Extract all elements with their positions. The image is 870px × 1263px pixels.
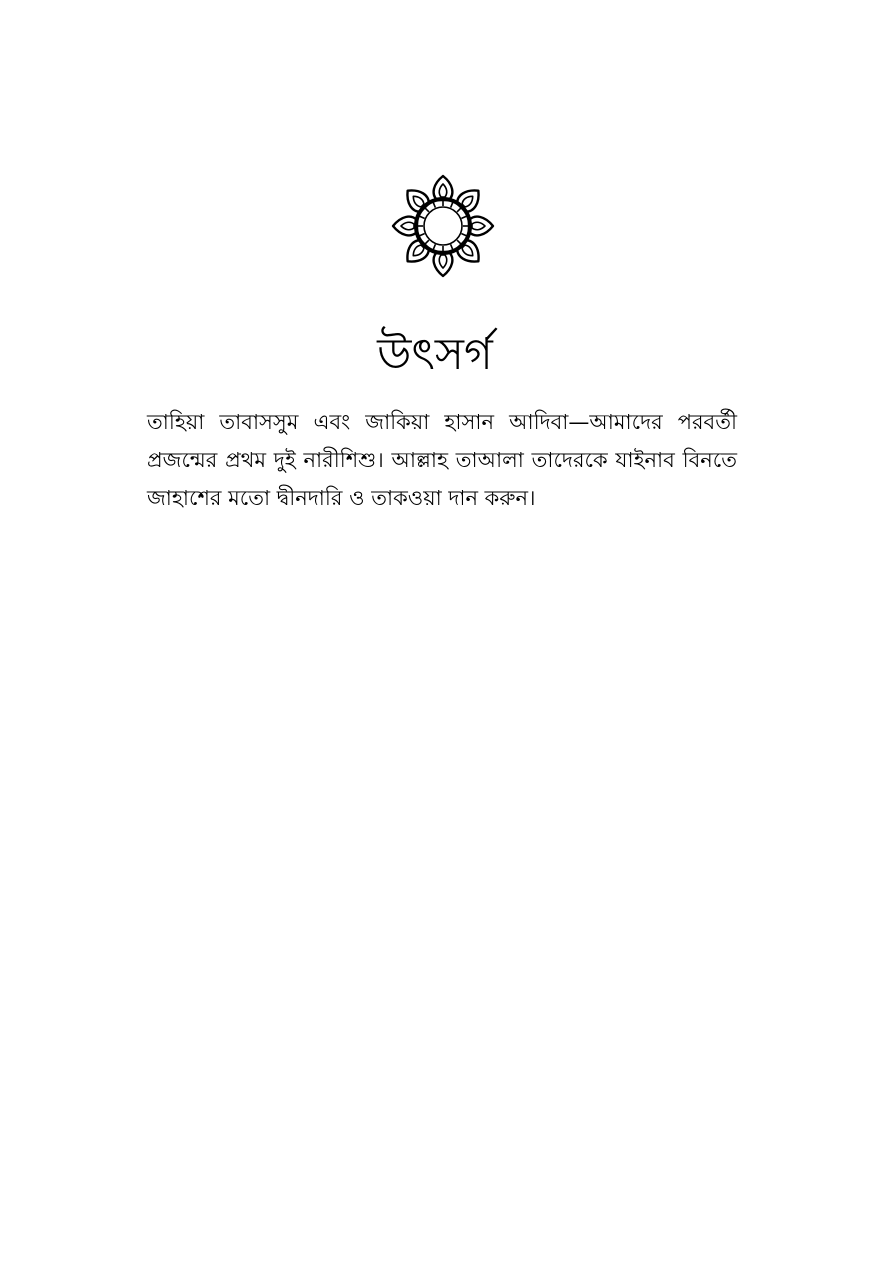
lotus-mandala-icon [391, 174, 495, 278]
dedication-text: তাহিয়া তাবাসসুম এবং জাকিয়া হাসান আদিবা—আমাদের পরবর্তী প্রজন্মের প্রথম দুই নারীশিশু। আল্লাহ তাআলা তাদেরকে যাইনাব বিনতে জাহাশের মতো দ্বীনদারি ও তাকওয়া দান করুন। [147, 410, 737, 510]
dedication-heading: উৎসর্গ [377, 329, 493, 380]
